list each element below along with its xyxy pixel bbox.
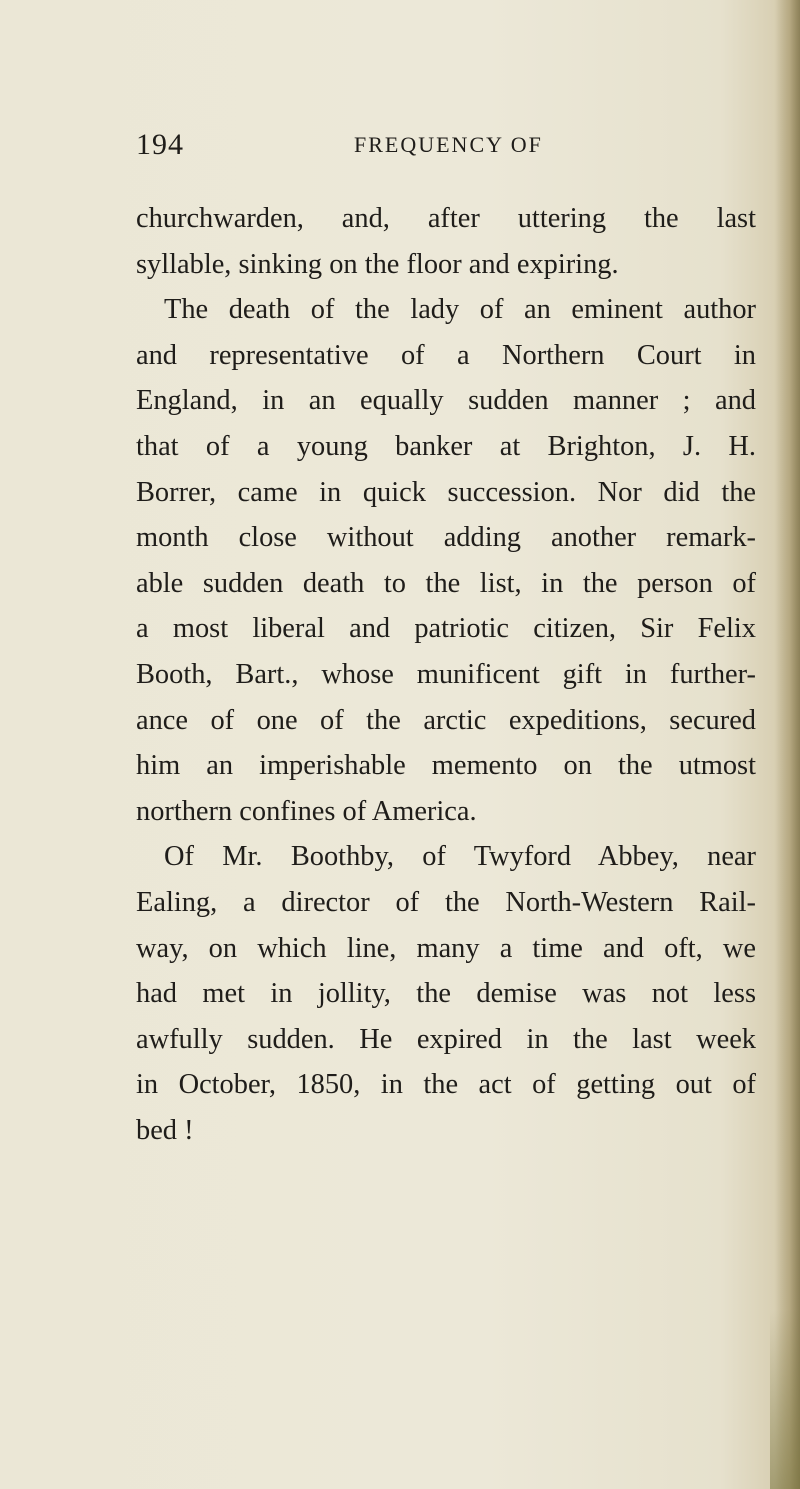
page-edge-stain <box>770 1309 800 1489</box>
text-line: in October, 1850, in the act of getting out of <box>136 1069 756 1101</box>
text-line: Ealing, a director of the North-Western Rail- <box>136 886 756 918</box>
running-head: FREQUENCY OF <box>354 132 543 157</box>
text-line: England, in an equally sudden manner ; and <box>136 385 756 417</box>
text-line: and representative of a Northern Court in <box>136 339 756 371</box>
text-line: way, on which line, many a time and oft, we <box>136 932 756 964</box>
text-line: month close without adding another remark- <box>136 522 756 554</box>
text-line: bed ! <box>136 1114 194 1146</box>
text-line: awfully sudden. He expired in the last week <box>136 1023 756 1055</box>
text-line: ance of one of the arctic expeditions, secured <box>136 704 756 736</box>
page-number: 194 <box>136 128 184 161</box>
text-line: The death of the lady of an eminent author <box>164 294 756 326</box>
text-line: Borrer, came in quick succession. Nor did the <box>136 476 756 508</box>
text-line: syllable, sinking on the floor and expiring. <box>136 248 619 280</box>
text-line: churchwarden, and, after uttering the last <box>136 203 756 234</box>
body-text <box>136 196 756 1153</box>
text-line: Of Mr. Boothby, of Twyford Abbey, near <box>164 841 756 873</box>
text-line: a most liberal and patriotic citizen, Sir Felix <box>136 613 756 645</box>
page-header <box>136 128 756 164</box>
page-edge-shadow <box>774 0 800 1489</box>
text-line: able sudden death to the list, in the person of <box>136 567 756 599</box>
text-line: that of a young banker at Brighton, J. H. <box>136 430 756 462</box>
text-line: Booth, Bart., whose munificent gift in further- <box>136 658 756 690</box>
text-line: him an imperishable memento on the utmost <box>136 750 756 782</box>
text-line: had met in jollity, the demise was not less <box>136 978 756 1010</box>
text-line: northern confines of America. <box>136 795 477 827</box>
